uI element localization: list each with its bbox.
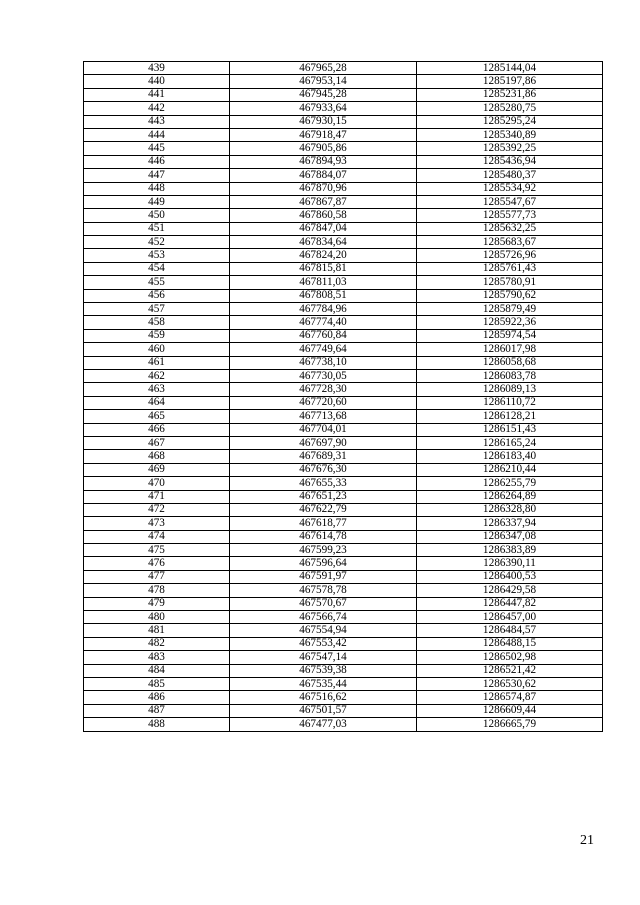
point-number-cell: 452 xyxy=(84,236,230,249)
table-row xyxy=(84,169,603,182)
y-coordinate-cell: 1286530,62 xyxy=(417,677,603,690)
point-number-cell: 453 xyxy=(84,249,230,262)
y-coordinate-cell: 1285632,25 xyxy=(417,222,603,235)
point-number-cell: 478 xyxy=(84,584,230,597)
x-coordinate-cell: 467834,64 xyxy=(230,236,417,249)
y-coordinate-cell: 1286488,15 xyxy=(417,637,603,650)
point-number-cell: 481 xyxy=(84,624,230,637)
x-coordinate-cell: 467720,60 xyxy=(230,396,417,409)
y-coordinate-cell: 1285922,36 xyxy=(417,316,603,329)
point-number-cell: 470 xyxy=(84,477,230,490)
table-row xyxy=(84,396,603,409)
y-coordinate-cell: 1285790,62 xyxy=(417,289,603,302)
x-coordinate-cell: 467599,23 xyxy=(230,544,417,557)
table-row xyxy=(84,128,603,141)
table-row xyxy=(84,624,603,637)
x-coordinate-cell: 467591,97 xyxy=(230,570,417,583)
table-row xyxy=(84,383,603,396)
table-row xyxy=(84,530,603,543)
point-number-cell: 468 xyxy=(84,450,230,463)
y-coordinate-cell: 1286165,24 xyxy=(417,436,603,449)
point-number-cell: 462 xyxy=(84,369,230,382)
x-coordinate-cell: 467728,30 xyxy=(230,383,417,396)
y-coordinate-cell: 1285534,92 xyxy=(417,182,603,195)
table-row xyxy=(84,209,603,222)
point-number-cell: 475 xyxy=(84,544,230,557)
point-number-cell: 459 xyxy=(84,329,230,342)
x-coordinate-cell: 467501,57 xyxy=(230,704,417,717)
y-coordinate-cell: 1286665,79 xyxy=(417,718,603,731)
y-coordinate-cell: 1286457,00 xyxy=(417,611,603,624)
x-coordinate-cell: 467713,68 xyxy=(230,410,417,423)
point-number-cell: 449 xyxy=(84,195,230,208)
table-row xyxy=(84,276,603,289)
point-number-cell: 484 xyxy=(84,664,230,677)
table-row xyxy=(84,651,603,664)
table-row xyxy=(84,62,603,75)
x-coordinate-cell: 467554,94 xyxy=(230,624,417,637)
y-coordinate-cell: 1285780,91 xyxy=(417,276,603,289)
table-row xyxy=(84,102,603,115)
x-coordinate-cell: 467697,90 xyxy=(230,436,417,449)
table-row xyxy=(84,423,603,436)
table-row xyxy=(84,584,603,597)
y-coordinate-cell: 1285295,24 xyxy=(417,115,603,128)
x-coordinate-cell: 467774,40 xyxy=(230,316,417,329)
point-number-cell: 464 xyxy=(84,396,230,409)
point-number-cell: 456 xyxy=(84,289,230,302)
point-number-cell: 443 xyxy=(84,115,230,128)
point-number-cell: 477 xyxy=(84,570,230,583)
x-coordinate-cell: 467760,84 xyxy=(230,329,417,342)
table-row xyxy=(84,490,603,503)
coordinates-table xyxy=(83,61,603,732)
x-coordinate-cell: 467477,03 xyxy=(230,718,417,731)
y-coordinate-cell: 1286521,42 xyxy=(417,664,603,677)
table-row xyxy=(84,704,603,717)
x-coordinate-cell: 467596,64 xyxy=(230,557,417,570)
table-row xyxy=(84,316,603,329)
x-coordinate-cell: 467730,05 xyxy=(230,369,417,382)
table-row xyxy=(84,289,603,302)
table-row xyxy=(84,677,603,690)
x-coordinate-cell: 467815,81 xyxy=(230,262,417,275)
x-coordinate-cell: 467847,04 xyxy=(230,222,417,235)
point-number-cell: 465 xyxy=(84,410,230,423)
point-number-cell: 457 xyxy=(84,303,230,316)
point-number-cell: 471 xyxy=(84,490,230,503)
x-coordinate-cell: 467930,15 xyxy=(230,115,417,128)
x-coordinate-cell: 467884,07 xyxy=(230,169,417,182)
point-number-cell: 451 xyxy=(84,222,230,235)
point-number-cell: 473 xyxy=(84,517,230,530)
table-row xyxy=(84,544,603,557)
table-row xyxy=(84,303,603,316)
table-row xyxy=(84,329,603,342)
y-coordinate-cell: 1286347,08 xyxy=(417,530,603,543)
y-coordinate-cell: 1286390,11 xyxy=(417,557,603,570)
x-coordinate-cell: 467784,96 xyxy=(230,303,417,316)
y-coordinate-cell: 1286255,79 xyxy=(417,477,603,490)
y-coordinate-cell: 1286264,89 xyxy=(417,490,603,503)
x-coordinate-cell: 467689,31 xyxy=(230,450,417,463)
point-number-cell: 486 xyxy=(84,691,230,704)
x-coordinate-cell: 467933,64 xyxy=(230,102,417,115)
x-coordinate-cell: 467953,14 xyxy=(230,75,417,88)
x-coordinate-cell: 467553,42 xyxy=(230,637,417,650)
point-number-cell: 444 xyxy=(84,128,230,141)
y-coordinate-cell: 1285340,89 xyxy=(417,128,603,141)
point-number-cell: 485 xyxy=(84,677,230,690)
table-row xyxy=(84,262,603,275)
x-coordinate-cell: 467905,86 xyxy=(230,142,417,155)
point-number-cell: 454 xyxy=(84,262,230,275)
point-number-cell: 441 xyxy=(84,88,230,101)
point-number-cell: 448 xyxy=(84,182,230,195)
table-row xyxy=(84,664,603,677)
table-row xyxy=(84,517,603,530)
table-row xyxy=(84,477,603,490)
y-coordinate-cell: 1285879,49 xyxy=(417,303,603,316)
x-coordinate-cell: 467676,30 xyxy=(230,463,417,476)
x-coordinate-cell: 467578,78 xyxy=(230,584,417,597)
point-number-cell: 439 xyxy=(84,62,230,75)
x-coordinate-cell: 467651,23 xyxy=(230,490,417,503)
point-number-cell: 488 xyxy=(84,718,230,731)
point-number-cell: 450 xyxy=(84,209,230,222)
y-coordinate-cell: 1286337,94 xyxy=(417,517,603,530)
x-coordinate-cell: 467738,10 xyxy=(230,356,417,369)
page-number: 21 xyxy=(580,833,594,848)
table-row xyxy=(84,88,603,101)
y-coordinate-cell: 1286609,44 xyxy=(417,704,603,717)
point-number-cell: 442 xyxy=(84,102,230,115)
table-row xyxy=(84,343,603,356)
x-coordinate-cell: 467867,87 xyxy=(230,195,417,208)
point-number-cell: 460 xyxy=(84,343,230,356)
y-coordinate-cell: 1286328,80 xyxy=(417,503,603,516)
x-coordinate-cell: 467749,64 xyxy=(230,343,417,356)
point-number-cell: 461 xyxy=(84,356,230,369)
y-coordinate-cell: 1286017,98 xyxy=(417,343,603,356)
point-number-cell: 483 xyxy=(84,651,230,664)
y-coordinate-cell: 1286484,57 xyxy=(417,624,603,637)
y-coordinate-cell: 1286210,44 xyxy=(417,463,603,476)
point-number-cell: 482 xyxy=(84,637,230,650)
y-coordinate-cell: 1285974,54 xyxy=(417,329,603,342)
table-row xyxy=(84,115,603,128)
y-coordinate-cell: 1286128,21 xyxy=(417,410,603,423)
table-row xyxy=(84,356,603,369)
y-coordinate-cell: 1285231,86 xyxy=(417,88,603,101)
point-number-cell: 446 xyxy=(84,155,230,168)
table-row xyxy=(84,236,603,249)
y-coordinate-cell: 1286058,68 xyxy=(417,356,603,369)
point-number-cell: 487 xyxy=(84,704,230,717)
x-coordinate-cell: 467894,93 xyxy=(230,155,417,168)
y-coordinate-cell: 1286447,82 xyxy=(417,597,603,610)
y-coordinate-cell: 1286151,43 xyxy=(417,423,603,436)
point-number-cell: 469 xyxy=(84,463,230,476)
table-row xyxy=(84,75,603,88)
table-row xyxy=(84,557,603,570)
table-row xyxy=(84,436,603,449)
coordinates-table-body xyxy=(84,62,603,732)
table-row xyxy=(84,142,603,155)
point-number-cell: 480 xyxy=(84,611,230,624)
y-coordinate-cell: 1285197,86 xyxy=(417,75,603,88)
y-coordinate-cell: 1285577,73 xyxy=(417,209,603,222)
y-coordinate-cell: 1285726,96 xyxy=(417,249,603,262)
table-row xyxy=(84,570,603,583)
point-number-cell: 472 xyxy=(84,503,230,516)
table-row xyxy=(84,450,603,463)
point-number-cell: 440 xyxy=(84,75,230,88)
table-row xyxy=(84,718,603,731)
table-row xyxy=(84,463,603,476)
y-coordinate-cell: 1285480,37 xyxy=(417,169,603,182)
x-coordinate-cell: 467870,96 xyxy=(230,182,417,195)
y-coordinate-cell: 1286110,72 xyxy=(417,396,603,409)
y-coordinate-cell: 1285280,75 xyxy=(417,102,603,115)
y-coordinate-cell: 1286429,58 xyxy=(417,584,603,597)
y-coordinate-cell: 1286502,98 xyxy=(417,651,603,664)
y-coordinate-cell: 1285547,67 xyxy=(417,195,603,208)
x-coordinate-cell: 467945,28 xyxy=(230,88,417,101)
point-number-cell: 455 xyxy=(84,276,230,289)
point-number-cell: 445 xyxy=(84,142,230,155)
table-row xyxy=(84,222,603,235)
table-row xyxy=(84,611,603,624)
x-coordinate-cell: 467808,51 xyxy=(230,289,417,302)
y-coordinate-cell: 1285436,94 xyxy=(417,155,603,168)
x-coordinate-cell: 467655,33 xyxy=(230,477,417,490)
point-number-cell: 467 xyxy=(84,436,230,449)
point-number-cell: 466 xyxy=(84,423,230,436)
table-row xyxy=(84,155,603,168)
y-coordinate-cell: 1285392,25 xyxy=(417,142,603,155)
x-coordinate-cell: 467860,58 xyxy=(230,209,417,222)
x-coordinate-cell: 467535,44 xyxy=(230,677,417,690)
y-coordinate-cell: 1286400,53 xyxy=(417,570,603,583)
x-coordinate-cell: 467566,74 xyxy=(230,611,417,624)
table-row xyxy=(84,503,603,516)
table-row xyxy=(84,637,603,650)
table-row xyxy=(84,597,603,610)
table-row xyxy=(84,691,603,704)
x-coordinate-cell: 467622,79 xyxy=(230,503,417,516)
x-coordinate-cell: 467539,38 xyxy=(230,664,417,677)
y-coordinate-cell: 1285761,43 xyxy=(417,262,603,275)
x-coordinate-cell: 467824,20 xyxy=(230,249,417,262)
y-coordinate-cell: 1286574,87 xyxy=(417,691,603,704)
point-number-cell: 458 xyxy=(84,316,230,329)
x-coordinate-cell: 467965,28 xyxy=(230,62,417,75)
point-number-cell: 479 xyxy=(84,597,230,610)
x-coordinate-cell: 467516,62 xyxy=(230,691,417,704)
y-coordinate-cell: 1286383,89 xyxy=(417,544,603,557)
point-number-cell: 474 xyxy=(84,530,230,543)
x-coordinate-cell: 467570,67 xyxy=(230,597,417,610)
x-coordinate-cell: 467614,78 xyxy=(230,530,417,543)
y-coordinate-cell: 1286089,13 xyxy=(417,383,603,396)
table-row xyxy=(84,249,603,262)
x-coordinate-cell: 467547,14 xyxy=(230,651,417,664)
y-coordinate-cell: 1286083,78 xyxy=(417,369,603,382)
point-number-cell: 476 xyxy=(84,557,230,570)
y-coordinate-cell: 1285144,04 xyxy=(417,62,603,75)
table-row xyxy=(84,195,603,208)
y-coordinate-cell: 1286183,40 xyxy=(417,450,603,463)
y-coordinate-cell: 1285683,67 xyxy=(417,236,603,249)
table-row xyxy=(84,410,603,423)
table-row xyxy=(84,182,603,195)
x-coordinate-cell: 467918,47 xyxy=(230,128,417,141)
x-coordinate-cell: 467618,77 xyxy=(230,517,417,530)
table-row xyxy=(84,369,603,382)
x-coordinate-cell: 467811,03 xyxy=(230,276,417,289)
point-number-cell: 463 xyxy=(84,383,230,396)
point-number-cell: 447 xyxy=(84,169,230,182)
x-coordinate-cell: 467704,01 xyxy=(230,423,417,436)
